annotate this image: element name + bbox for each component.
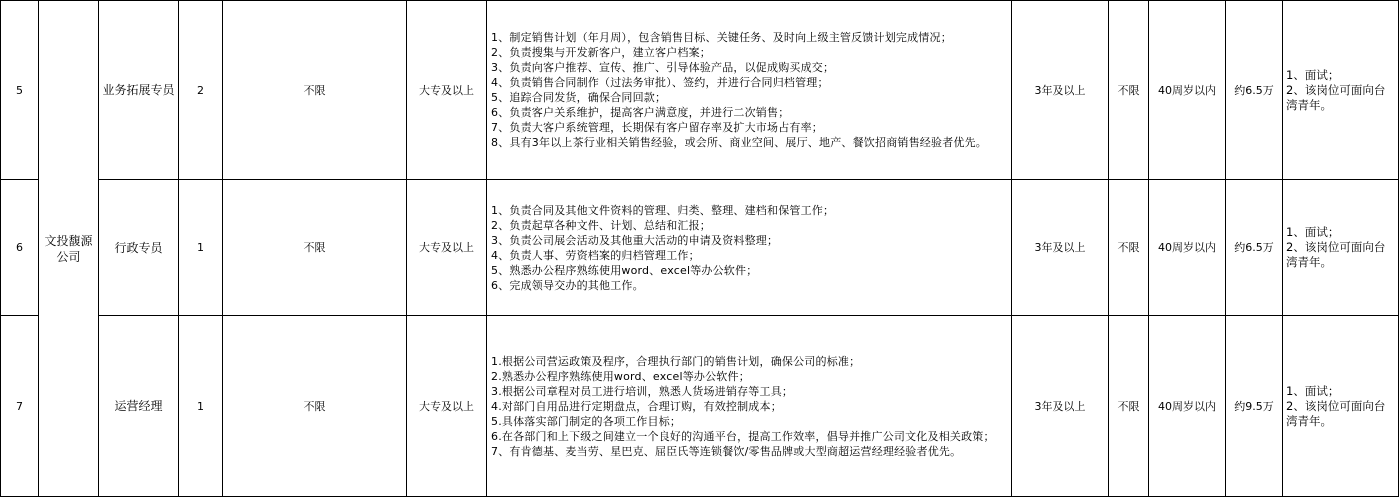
gender-requirement: 不限 — [223, 316, 407, 497]
job-duties — [487, 1, 1012, 180]
note-line: 1、面试； — [1286, 67, 1340, 82]
company-name: 文投馥源公司 — [39, 1, 99, 497]
duty-line: 3、负责公司展会活动及其他重大活动的申请及资料整理； — [491, 233, 779, 247]
notes — [1283, 316, 1399, 497]
age-requirement: 40周岁以内 — [1149, 316, 1226, 497]
education-requirement: 大专及以上 — [407, 316, 487, 497]
job-duties — [487, 180, 1012, 316]
duty-line: 3、负责向客户推荐、宣传、推广、引导体验产品，以促成购买成交； — [491, 61, 835, 74]
education-requirement: 大专及以上 — [407, 180, 487, 316]
experience-requirement: 3年及以上 — [1012, 1, 1109, 180]
note-line: 1、面试； — [1286, 225, 1340, 239]
duty-line: 7、负责大客户系统管理，长期保有客户留存率及扩大市场占有率； — [491, 121, 823, 134]
duty-line: 4、负责销售合同制作（过法务审批）、签约，并进行合同归档管理； — [491, 76, 829, 89]
duty-line: 2、负责起草各种文件、计划、总结和汇报； — [491, 218, 711, 232]
job-duties — [487, 316, 1012, 497]
salary: 约9.5万 — [1226, 316, 1283, 497]
note-line: 2、该岗位可面向台湾青年。 — [1286, 240, 1386, 269]
duty-line: 2.熟悉办公程序熟练使用word、excel等办公软件； — [491, 369, 750, 383]
note-line: 2、该岗位可面向台湾青年。 — [1286, 82, 1386, 112]
duty-line: 3.根据公司章程对员工进行培训，熟悉人货场进销存等工具； — [491, 384, 794, 398]
experience-requirement: 3年及以上 — [1012, 316, 1109, 497]
row-number: 6 — [1, 180, 39, 316]
age-requirement: 40周岁以内 — [1149, 1, 1226, 180]
headcount: 1 — [179, 316, 223, 497]
row-number: 7 — [1, 316, 39, 497]
major-requirement: 不限 — [1109, 1, 1149, 180]
major-requirement: 不限 — [1109, 316, 1149, 497]
gender-requirement: 不限 — [223, 180, 407, 316]
duty-line: 6、完成领导交办的其他工作。 — [491, 278, 644, 292]
position-name: 运营经理 — [99, 316, 179, 497]
duty-line: 6.在各部门和上下级之间建立一个良好的沟通平台，提高工作效率，倡导并推广公司文化及相关政策； — [491, 429, 995, 443]
education-requirement: 大专及以上 — [407, 1, 487, 180]
duty-line: 8、具有3年以上茶行业相关销售经验，或会所、商业空间、展厅、地产、餐饮招商销售经验者优先。 — [491, 136, 987, 149]
row-number: 5 — [1, 1, 39, 180]
headcount: 1 — [179, 180, 223, 316]
duty-line: 1、制定销售计划（年月周），包含销售目标、关键任务、及时向上级主管反馈计划完成情况； — [491, 31, 952, 44]
salary: 约6.5万 — [1226, 1, 1283, 180]
duty-line: 1、负责合同及其他文件资料的管理、归类、整理、建档和保管工作； — [491, 203, 835, 217]
duty-line: 4.对部门自用品进行定期盘点，合理订购，有效控制成本； — [491, 399, 782, 413]
position-name: 业务拓展专员 — [99, 1, 179, 180]
salary: 约6.5万 — [1226, 180, 1283, 316]
note-line: 2、该岗位可面向台湾青年。 — [1286, 398, 1386, 428]
experience-requirement: 3年及以上 — [1012, 180, 1109, 316]
duty-line: 5、熟悉办公程序熟练使用word、excel等办公软件； — [491, 263, 758, 277]
duty-line: 5、追踪合同发货，确保合同回款； — [491, 91, 667, 104]
notes — [1283, 1, 1399, 180]
table-row — [1, 1, 1399, 180]
major-requirement: 不限 — [1109, 180, 1149, 316]
age-requirement: 40周岁以内 — [1149, 180, 1226, 316]
table-row — [1, 180, 1399, 316]
position-name: 行政专员 — [99, 180, 179, 316]
gender-requirement: 不限 — [223, 1, 407, 180]
duty-line: 4、负责人事、劳资档案的归档管理工作； — [491, 248, 700, 262]
duty-line: 5.具体落实部门制定的各项工作目标； — [491, 414, 682, 428]
duty-line: 2、负责搜集与开发新客户，建立客户档案； — [491, 46, 711, 59]
duty-line: 6、负责客户关系维护，提高客户满意度，并进行二次销售； — [491, 106, 790, 119]
table-row — [1, 316, 1399, 497]
notes — [1283, 180, 1399, 316]
note-line: 1、面试； — [1286, 383, 1340, 398]
duty-line: 1.根据公司营运政策及程序，合理执行部门的销售计划，确保公司的标准； — [491, 354, 861, 368]
duty-line: 7、有肯德基、麦当劳、星巴克、屈臣氏等连锁餐饮/零售品牌或大型商超运营经理经验者优先。 — [491, 444, 962, 458]
headcount: 2 — [179, 1, 223, 180]
